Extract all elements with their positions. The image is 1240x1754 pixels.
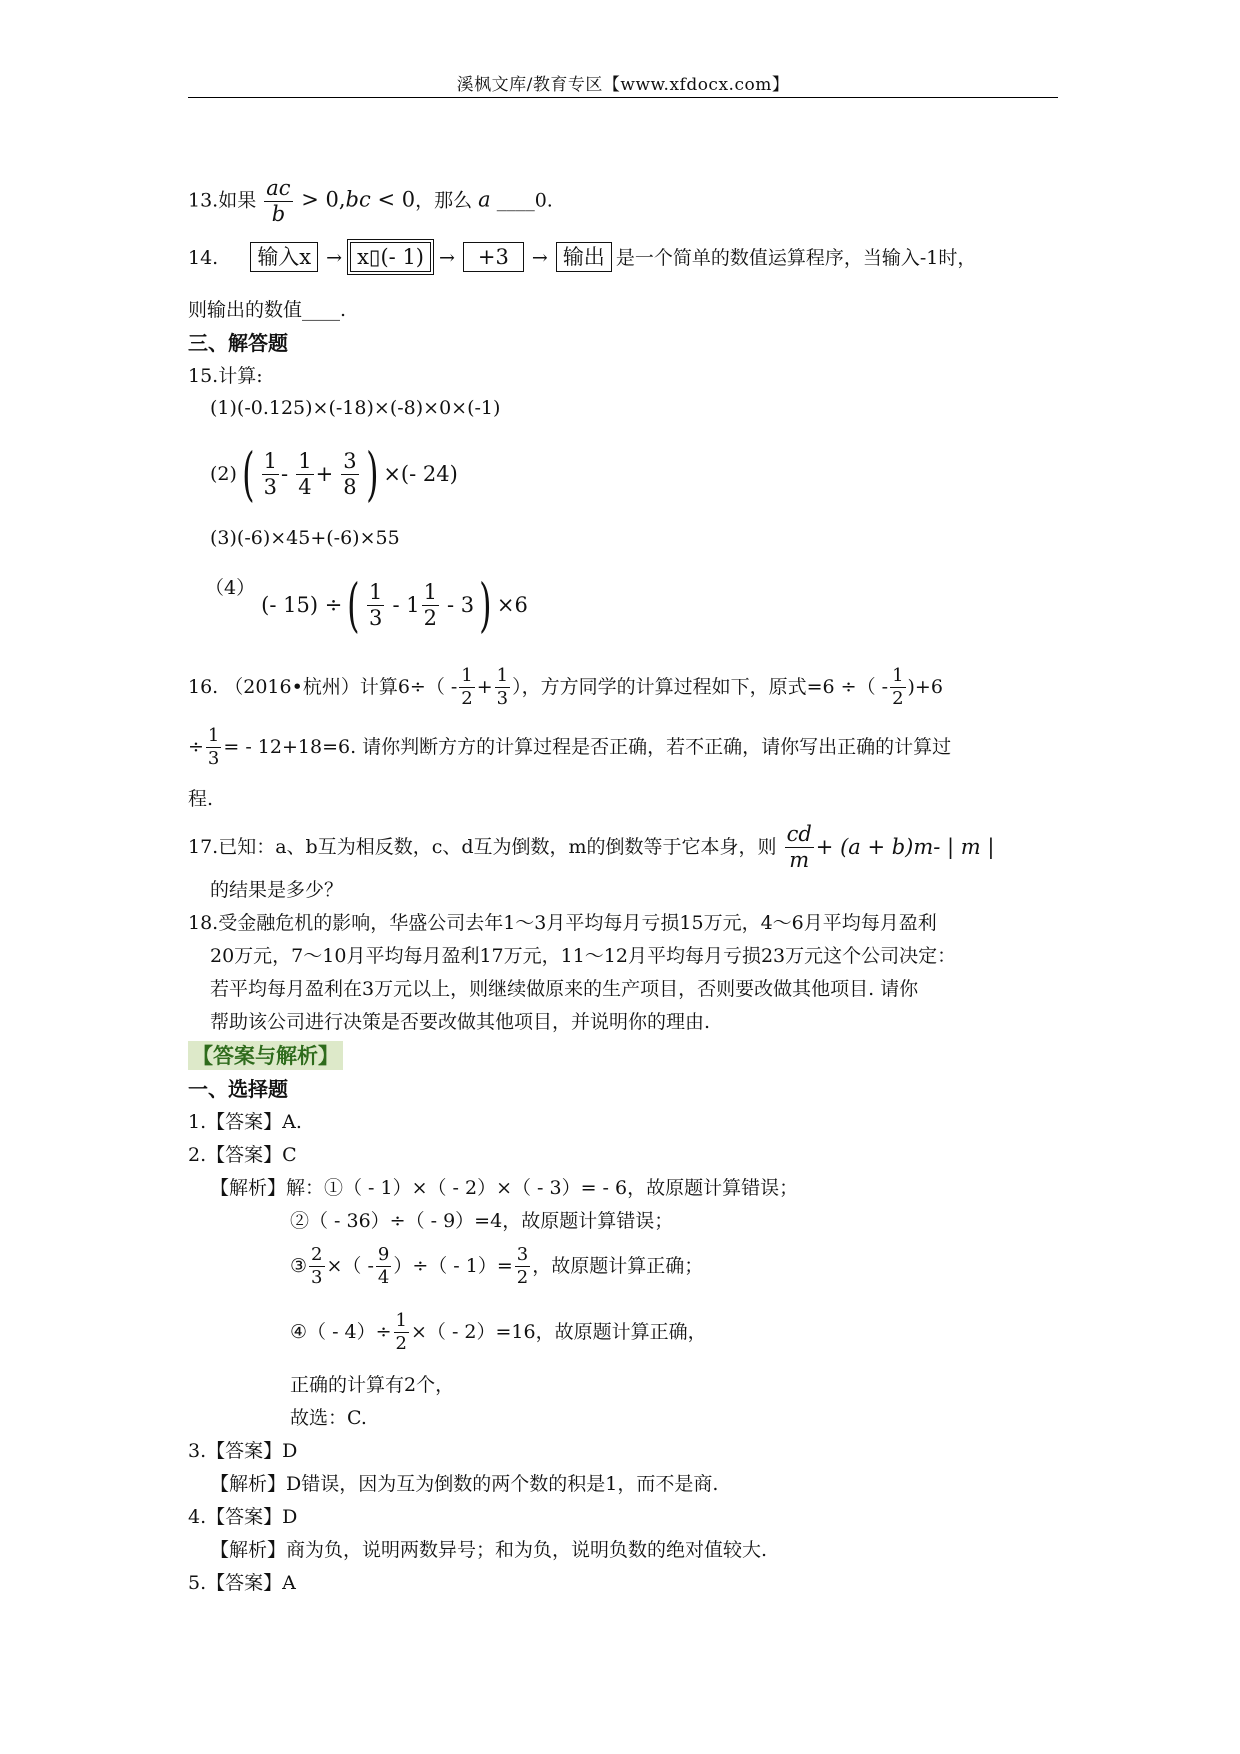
q14-box-multiply: x▯(- 1)	[350, 242, 431, 272]
answer-2-explain-6: 故选：C.	[290, 1407, 367, 1429]
q15-p4-frac-1	[367, 579, 384, 630]
question-13	[188, 178, 553, 225]
q18-line-3: 若平均每月盈利在3万元以上，则继续做原来的生产项目，否则要改做其他项目. 请你	[210, 978, 919, 1000]
q16-l2-text: = - 12+18=6. 请你判断方方的计算过程是否正确，若不正确，请你写出正确的计算过	[223, 736, 952, 758]
frac-denominator: 4	[298, 474, 312, 499]
q15-part-3: (3)(-6)×45+(-6)×55	[210, 527, 400, 549]
q18-line-2: 20万元，7～10月平均每月盈利17万元，11～12月平均每月亏损23万元这个公司决定：	[210, 945, 957, 967]
header-divider	[188, 97, 1058, 98]
q16-frac-3	[890, 664, 905, 709]
answers-section-1: 一、选择题	[188, 1077, 288, 1101]
q13-number: 13.	[188, 189, 219, 212]
frac-denominator: 3	[207, 747, 220, 769]
answer-4-explain: 【解析】商为负，说明两数异号；和为负，说明负数的绝对值较大.	[210, 1539, 768, 1561]
answer-1: 1.【答案】A.	[188, 1111, 302, 1133]
q15-p2-frac-2	[296, 448, 313, 499]
q16-text-c: )+6	[907, 676, 943, 698]
a2-frac-4	[394, 1309, 409, 1354]
q14-arrow-2: →	[439, 247, 455, 269]
question-14	[188, 242, 976, 272]
q15-p2-label: (2)	[210, 463, 237, 485]
q16-text-b: ），方方同学的计算过程如下，原式=6 ÷（ -	[512, 676, 889, 698]
answers-heading	[188, 1043, 343, 1070]
q13-blank: ____	[496, 189, 535, 212]
answer-2: 2.【答案】C	[188, 1144, 297, 1166]
q14-arrow-1: →	[326, 247, 343, 269]
frac-numerator: 2	[311, 1243, 323, 1265]
frac-denominator: 3	[263, 474, 278, 499]
q16-frac-1	[459, 664, 474, 709]
q15-part-2	[210, 440, 458, 508]
q15-part-4	[205, 571, 528, 639]
q16-frac-4	[206, 724, 221, 769]
q15-p2-lparen: (	[242, 440, 255, 508]
frac-numerator: 1	[263, 448, 278, 473]
q14-line2: 则输出的数值____.	[188, 299, 347, 321]
q16-plus: +	[476, 676, 493, 698]
answer-2-explain-2: ②（ - 36）÷（ - 9）=4，故原题计算错误；	[290, 1210, 674, 1232]
frac-denominator: 3	[369, 605, 383, 630]
frac-numerator: 1	[207, 724, 220, 746]
a2-exp4-tail: ×（ - 2）=16，故原题计算正确，	[411, 1321, 707, 1343]
q15-p2-frac-3	[341, 448, 358, 499]
q15-part-1: (1)(-0.125)×(-18)×(-8)×0×(-1)	[210, 397, 501, 419]
q14-box-input: 输入x	[250, 242, 318, 272]
q15-p4-mid: - 1	[392, 593, 420, 617]
q13-prefix: 如果	[218, 189, 257, 212]
frac-numerator: 1	[369, 579, 383, 604]
q15-p4-lparen: (	[347, 571, 360, 639]
a2-exp3-tail: ，故原题计算正确；	[532, 1255, 704, 1277]
answers-heading-label: 【答案与解析】	[188, 1041, 343, 1070]
q14-box-add: +3	[463, 242, 524, 272]
frac-denominator: 3	[496, 687, 509, 709]
q17-line2: 的结果是多少？	[210, 879, 344, 901]
q16-l2-pre: ÷	[188, 736, 204, 758]
q17-text-a: 17.已知：a、b互为相反数，c、d互为倒数，m的倒数等于它本身，则	[188, 836, 777, 858]
answer-5: 5.【答案】A	[188, 1572, 296, 1594]
q18-line-4: 帮助该公司进行决策是否要改做其他项目，并说明你的理由.	[210, 1011, 711, 1033]
q16-text-a: 16. （2016•杭州）计算6÷（ -	[188, 676, 458, 698]
frac-numerator: 1	[395, 1309, 407, 1331]
a2-exp4-pre: ④（ - 4）÷	[290, 1321, 392, 1343]
q16-line3: 程.	[188, 788, 214, 810]
frac-numerator: 3	[343, 448, 357, 473]
q13-middle: ，那么	[415, 189, 473, 212]
q15-p2-rparen: )	[365, 440, 379, 508]
q13-fraction	[264, 178, 292, 225]
q15-p2-frac-1	[262, 448, 279, 499]
q17-text-b: + (a + b)m- | m |	[815, 835, 995, 859]
q14-box-output: 输出	[556, 242, 612, 272]
answer-3-explain: 【解析】D错误，因为互为倒数的两个数的积是1，而不是商.	[210, 1473, 719, 1495]
answer-2-explain-3	[290, 1238, 703, 1292]
q16-frac-2	[495, 664, 510, 709]
q18-line-1: 18.受金融危机的影响，华盛公司去年1～3月平均每月亏损15万元，4～6月平均每月盈利	[188, 912, 937, 934]
frac-numerator: 1	[892, 664, 904, 686]
frac-denominator: 4	[377, 1266, 390, 1288]
frac-numerator: 1	[461, 664, 473, 686]
q14-number: 14.	[188, 247, 219, 269]
q13-var: a	[478, 187, 491, 212]
q15-p2-op-2: +	[315, 462, 334, 486]
answer-2-explain-5: 正确的计算有2个，	[290, 1374, 455, 1396]
frac-denominator: 2	[423, 605, 437, 630]
frac-numerator: 1	[423, 579, 437, 604]
answer-2-explain-4	[290, 1304, 707, 1358]
q15-title: 15.计算:	[188, 365, 263, 387]
frac-numerator: 1	[496, 664, 509, 686]
q13-bc: bc	[345, 187, 371, 212]
frac-numerator: 1	[298, 448, 312, 473]
frac-numerator: 9	[377, 1243, 390, 1265]
a2-frac-1	[309, 1243, 324, 1288]
q14-tail: 是一个简单的数值运算程序，当输入-1时，	[615, 247, 977, 269]
frac-denominator: m	[789, 847, 810, 872]
q15-p4-end: - 3	[447, 593, 475, 617]
q13-relation2: < 0	[370, 187, 416, 212]
question-16-line2	[188, 722, 951, 770]
frac-denominator: 8	[343, 474, 357, 499]
frac-denominator: 2	[395, 1332, 407, 1354]
question-17	[188, 816, 994, 876]
q15-p4-pre: (- 15) ÷	[261, 593, 343, 617]
frac-denominator: 3	[311, 1266, 323, 1288]
q17-fraction	[785, 821, 814, 872]
q15-p4-tail: ×6	[496, 593, 528, 617]
a2-exp3-pre: ③	[290, 1255, 308, 1277]
q15-p2-tail: ×(- 24)	[383, 462, 458, 486]
answer-3: 3.【答案】D	[188, 1440, 298, 1462]
q13-relation: > 0,	[294, 187, 346, 212]
a2-frac-3	[515, 1243, 530, 1288]
answer-4: 4.【答案】D	[188, 1506, 298, 1528]
question-16-line1	[188, 662, 943, 710]
q15-p4-frac-2	[422, 579, 439, 630]
frac-denominator: 2	[516, 1266, 529, 1288]
page-header: 溪枫文库/教育专区【www.xfdocx.com】	[456, 75, 790, 95]
section-3-title: 三、解答题	[188, 331, 288, 355]
frac-numerator: cd	[786, 821, 812, 846]
frac-denominator: 2	[892, 687, 904, 709]
answer-2-explain-1: 【解析】解：①（ - 1）×（ - 2）×（ - 3）= - 6，故原题计算错误；	[210, 1177, 799, 1199]
q13-frac-den: b	[271, 202, 286, 226]
q13-tail: 0.	[534, 189, 553, 212]
q14-arrow-3: →	[531, 247, 548, 269]
a2-exp3-mid2: ）÷（ - 1）=	[393, 1255, 513, 1277]
q13-frac-num: ac	[266, 176, 291, 200]
a2-exp3-mid: ×（ -	[326, 1255, 374, 1277]
frac-numerator: 3	[516, 1243, 529, 1265]
q15-p2-op-1: -	[281, 462, 289, 486]
q15-p4-rparen: )	[479, 571, 492, 639]
a2-frac-2	[376, 1243, 391, 1288]
q15-p4-label: （4）	[205, 577, 256, 599]
frac-denominator: 2	[461, 687, 473, 709]
